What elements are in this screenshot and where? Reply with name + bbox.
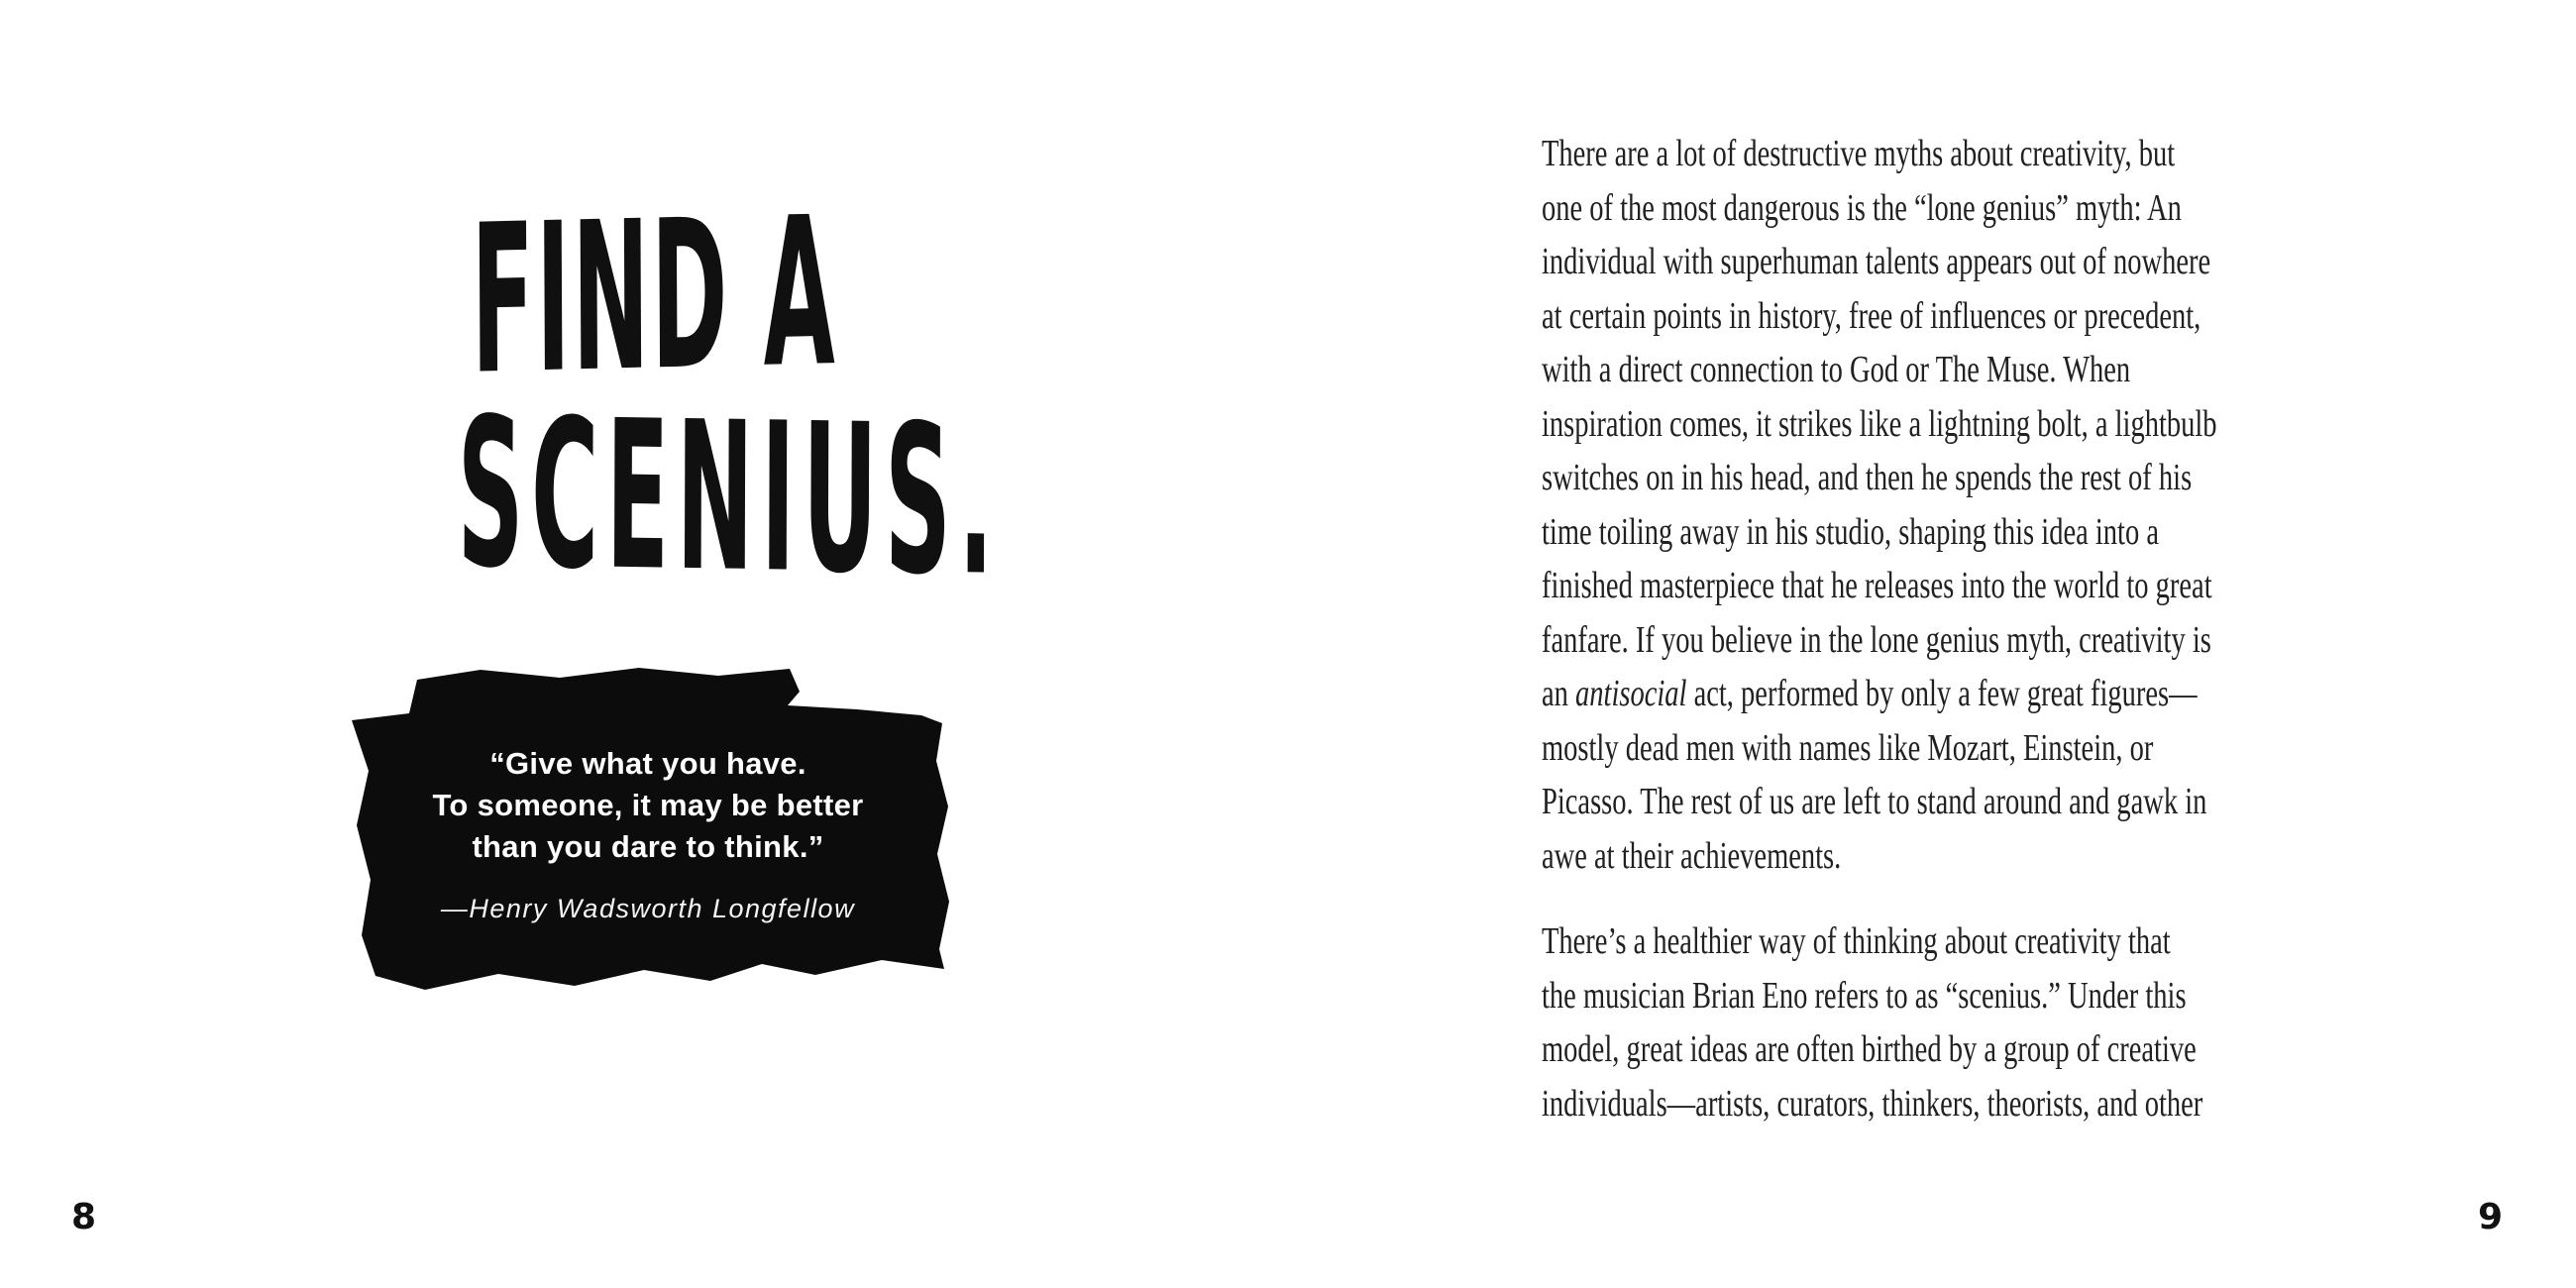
text-line-with-italic bbox=[1542, 667, 2198, 721]
quote-line: than you dare to think.” bbox=[472, 829, 824, 864]
chapter-title-line-1: FIND A bbox=[471, 173, 837, 421]
text-line: at certain points in history, free of influences or precedent, bbox=[1542, 294, 2201, 337]
text-line: awe at their achievements. bbox=[1542, 834, 1842, 877]
text-segment: act, performed by only a few great figures— bbox=[1686, 673, 2198, 714]
text-line: There’s a healthier way of thinking about creativity that bbox=[1542, 920, 2171, 962]
page-number-left: 8 bbox=[71, 1197, 97, 1237]
text-line: model, great ideas are often birthed by a group of creative bbox=[1542, 1028, 2197, 1070]
text-line: Picasso. The rest of us are left to stand around and gawk in bbox=[1542, 781, 2207, 822]
text-segment: an bbox=[1542, 673, 1576, 714]
text-line: finished masterpiece that he releases into the world to great bbox=[1542, 565, 2212, 606]
body-text bbox=[1542, 127, 2394, 1130]
text-line: individual with superhuman talents appears out of nowhere bbox=[1542, 241, 2211, 282]
text-line: with a direct connection to God or The Muse. When bbox=[1542, 349, 2131, 390]
paragraph-1 bbox=[1542, 127, 2394, 883]
text-line: one of the most dangerous is the “lone genius” myth: An bbox=[1542, 186, 2182, 229]
quote-block bbox=[342, 666, 954, 1003]
text-line: the musician Brian Eno refers to as “scenius.” Under this bbox=[1542, 974, 2187, 1017]
quote-content bbox=[342, 666, 954, 924]
page-number-right: 9 bbox=[2477, 1197, 2503, 1237]
text-line: mostly dead men with names like Mozart, Einstein, or bbox=[1542, 726, 2154, 769]
right-page bbox=[1288, 0, 2576, 1288]
text-line: There are a lot of destructive myths about creativity, but bbox=[1542, 133, 2176, 174]
text-line: individuals—artists, curators, thinkers, theorists, and other bbox=[1542, 1082, 2203, 1125]
text-line: switches on in his head, and then he spends the rest of his bbox=[1542, 457, 2193, 498]
italic-word: antisocial bbox=[1575, 673, 1687, 714]
quote-attribution: —Henry Wadsworth Longfellow bbox=[440, 894, 856, 923]
quote-line: To someone, it may be better bbox=[432, 788, 864, 822]
text-line: fanfare. If you believe in the lone genius myth, creativity is bbox=[1542, 618, 2211, 661]
paragraph-2 bbox=[1542, 914, 2394, 1130]
text-line: inspiration comes, it strikes like a lightning bolt, a lightbulb bbox=[1542, 402, 2217, 445]
chapter-title-line-2: SCENIUS. bbox=[457, 375, 1002, 622]
quote-line: “Give what you have. bbox=[489, 746, 806, 781]
text-line: time toiling away in his studio, shaping this idea into a bbox=[1542, 510, 2159, 553]
